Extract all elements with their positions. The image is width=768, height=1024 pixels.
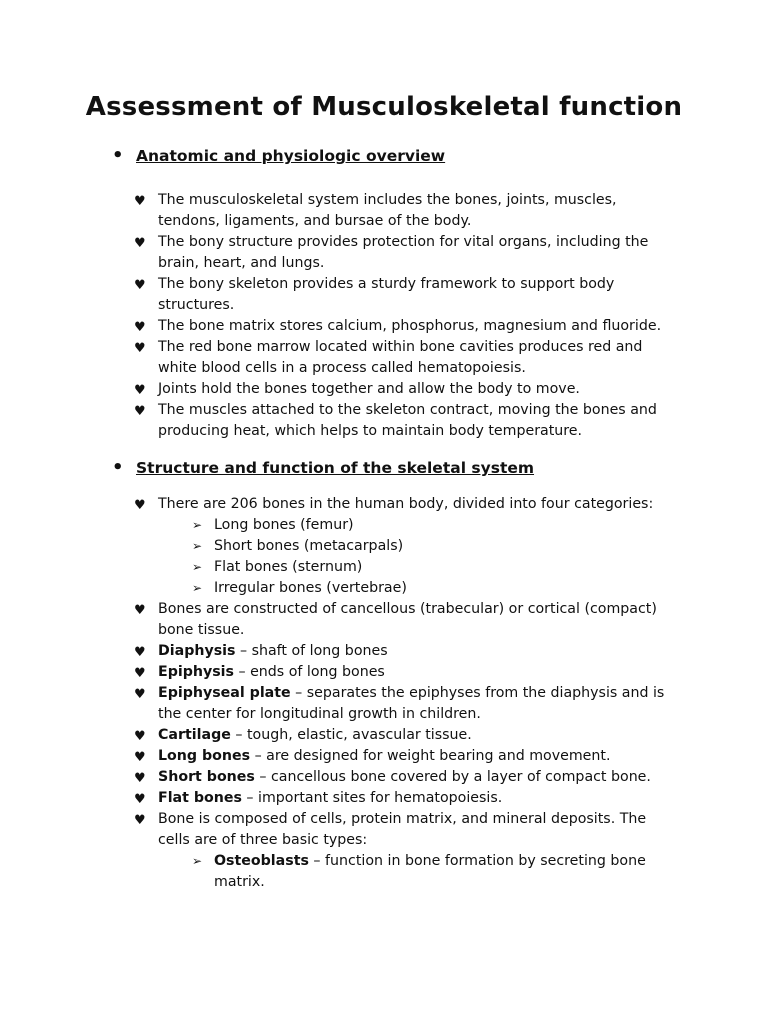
bullet-dot-icon: • <box>112 457 124 478</box>
sub-list-item <box>158 578 668 599</box>
heart-bullet-icon: ♥ <box>134 320 146 335</box>
heart-bullet-icon: ♥ <box>134 813 146 828</box>
sub-list-item <box>158 851 668 893</box>
bullet-list <box>0 190 768 442</box>
item-term: Short bones <box>158 769 255 785</box>
sub-list <box>158 851 668 893</box>
list-item <box>0 379 768 400</box>
sub-item-text: Flat bones (sternum) <box>214 559 363 575</box>
list-item <box>0 190 768 232</box>
item-text: Joints hold the bones together and allow the body to move. <box>158 381 580 397</box>
section-heading-text: Structure and function of the skeletal system <box>136 459 535 477</box>
list-item <box>0 232 768 274</box>
item-text: – ends of long bones <box>233 664 385 680</box>
list-item <box>0 725 768 746</box>
list-item <box>0 274 768 316</box>
list-item <box>0 337 768 379</box>
sub-list <box>158 515 668 599</box>
item-text: The musculoskeletal system includes the bones, joints, muscles, tendons, ligaments, and bursae of the body. <box>158 192 617 229</box>
item-text: The bone matrix stores calcium, phosphorus, magnesium and fluoride. <box>158 318 662 334</box>
arrow-bullet-icon: ➢ <box>192 854 203 868</box>
heart-bullet-icon: ♥ <box>134 236 146 251</box>
heart-bullet-icon: ♥ <box>134 278 146 293</box>
item-text: Bones are constructed of cancellous (trabecular) or cortical (compact) bone tissue. <box>158 601 657 638</box>
item-text: The muscles attached to the skeleton contract, moving the bones and producing heat, which helps to maintain body temperature. <box>158 402 657 439</box>
sub-item-text: Irregular bones (vertebrae) <box>214 580 407 596</box>
heart-bullet-icon: ♥ <box>134 498 146 513</box>
list-item <box>0 662 768 683</box>
item-text: The bony structure provides protection for vital organs, including the brain, heart, and lungs. <box>158 234 649 271</box>
item-text: – are designed for weight bearing and movement. <box>250 748 611 764</box>
arrow-bullet-icon: ➢ <box>192 560 203 574</box>
item-text: Bone is composed of cells, protein matrix, and mineral deposits. The cells are of three basic types: <box>158 811 647 848</box>
sub-list-item <box>158 557 668 578</box>
arrow-bullet-icon: ➢ <box>192 518 203 532</box>
list-item <box>0 316 768 337</box>
list-item <box>0 767 768 788</box>
list-item <box>0 494 768 599</box>
heart-bullet-icon: ♥ <box>134 792 146 807</box>
sub-item-text: – function in bone formation by secreting bone matrix. <box>214 853 646 890</box>
item-term: Diaphysis <box>158 643 236 659</box>
list-item <box>0 809 768 893</box>
list-item <box>0 683 768 725</box>
heart-bullet-icon: ♥ <box>134 645 146 660</box>
list-item <box>0 788 768 809</box>
list-item <box>0 746 768 767</box>
sub-list-item <box>158 536 668 557</box>
list-item <box>0 400 768 442</box>
heart-bullet-icon: ♥ <box>134 383 146 398</box>
item-text: The bony skeleton provides a sturdy framework to support body structures. <box>158 276 615 313</box>
sub-item-term: Osteoblasts <box>214 853 309 869</box>
item-text: The red bone marrow located within bone cavities produces red and white blood cells in a process called hematopoiesis. <box>158 339 643 376</box>
list-item <box>0 641 768 662</box>
item-text: – shaft of long bones <box>235 643 388 659</box>
bullet-dot-icon: • <box>112 145 124 166</box>
section-heading-text: Anatomic and physiologic overview <box>136 147 446 165</box>
sub-item-text: Short bones (metacarpals) <box>214 538 404 554</box>
heart-bullet-icon: ♥ <box>134 666 146 681</box>
item-text: – tough, elastic, avascular tissue. <box>230 727 472 743</box>
heart-bullet-icon: ♥ <box>134 687 146 702</box>
item-term: Epiphyseal plate <box>158 685 291 701</box>
heart-bullet-icon: ♥ <box>134 404 146 419</box>
item-term: Cartilage <box>158 727 231 743</box>
list-item <box>0 599 768 641</box>
sub-list-item <box>158 515 668 536</box>
arrow-bullet-icon: ➢ <box>192 581 203 595</box>
item-term: Flat bones <box>158 790 242 806</box>
heart-bullet-icon: ♥ <box>134 603 146 618</box>
document-title: Assessment of Musculoskeletal function <box>85 92 683 122</box>
item-text: – separates the epiphyses from the diaphysis and is the center for longitudinal growth in children. <box>158 685 665 722</box>
heart-bullet-icon: ♥ <box>134 771 146 786</box>
arrow-bullet-icon: ➢ <box>192 539 203 553</box>
sub-item-text: Long bones (femur) <box>214 517 354 533</box>
heart-bullet-icon: ♥ <box>134 194 146 209</box>
item-text: There are 206 bones in the human body, divided into four categories: <box>158 496 654 512</box>
heart-bullet-icon: ♥ <box>134 750 146 765</box>
bullet-list <box>0 494 768 893</box>
heart-bullet-icon: ♥ <box>134 729 146 744</box>
heart-bullet-icon: ♥ <box>134 341 146 356</box>
item-term: Epiphysis <box>158 664 234 680</box>
item-text: – cancellous bone covered by a layer of compact bone. <box>254 769 651 785</box>
item-term: Long bones <box>158 748 251 764</box>
item-text: – important sites for hematopoiesis. <box>241 790 503 806</box>
